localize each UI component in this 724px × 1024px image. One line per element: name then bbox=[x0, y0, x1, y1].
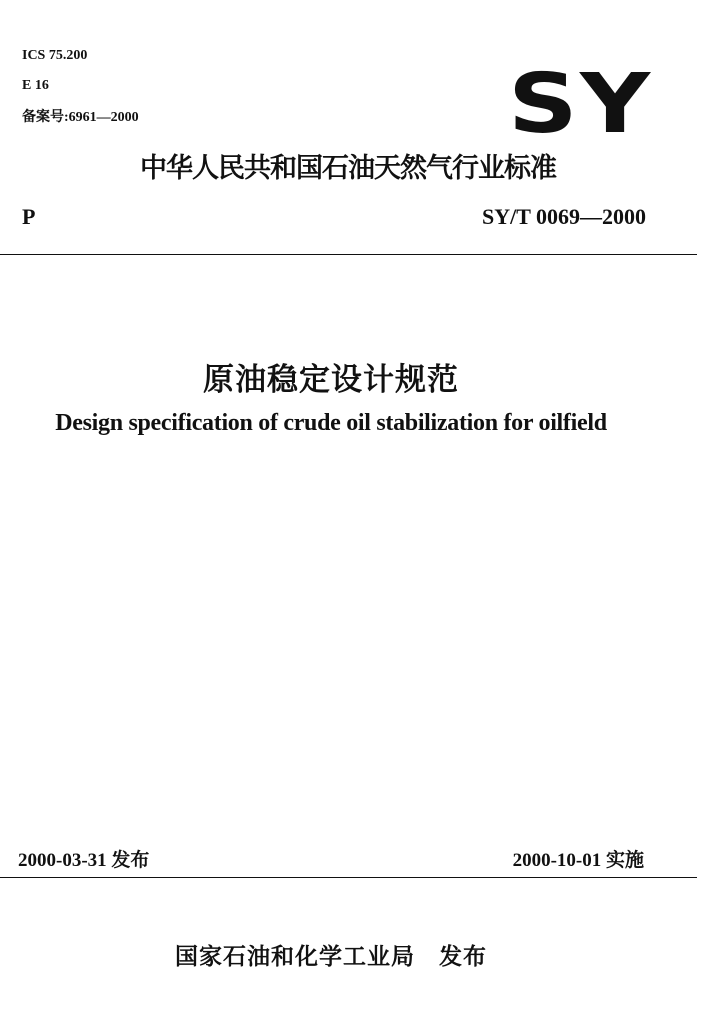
bottom-divider bbox=[0, 877, 697, 878]
filing-number: 备案号:6961—2000 bbox=[22, 110, 139, 125]
standard-number: SY/T 0069—2000 bbox=[481, 204, 646, 229]
classification-code: E 16 bbox=[22, 78, 49, 93]
title-chinese: 原油稳定设计规范 bbox=[203, 362, 459, 398]
effective-date: 2000-10-01 实施 bbox=[512, 850, 644, 871]
publisher-line bbox=[0, 938, 662, 971]
top-divider bbox=[0, 254, 697, 255]
ics-code: ICS 75.200 bbox=[22, 48, 88, 63]
standard-organization-title: 中华人民共和国石油天然气行业标准 bbox=[140, 153, 556, 184]
category-letter: P bbox=[22, 204, 36, 229]
sy-logo: SY bbox=[508, 57, 653, 152]
publisher-action: 发布 bbox=[439, 944, 487, 970]
issue-date: 2000-03-31 发布 bbox=[18, 850, 150, 871]
publisher-name: 国家石油和化学工业局 bbox=[175, 944, 415, 970]
title-english: Design specification of crude oil stabilization for oilfield bbox=[55, 410, 607, 436]
